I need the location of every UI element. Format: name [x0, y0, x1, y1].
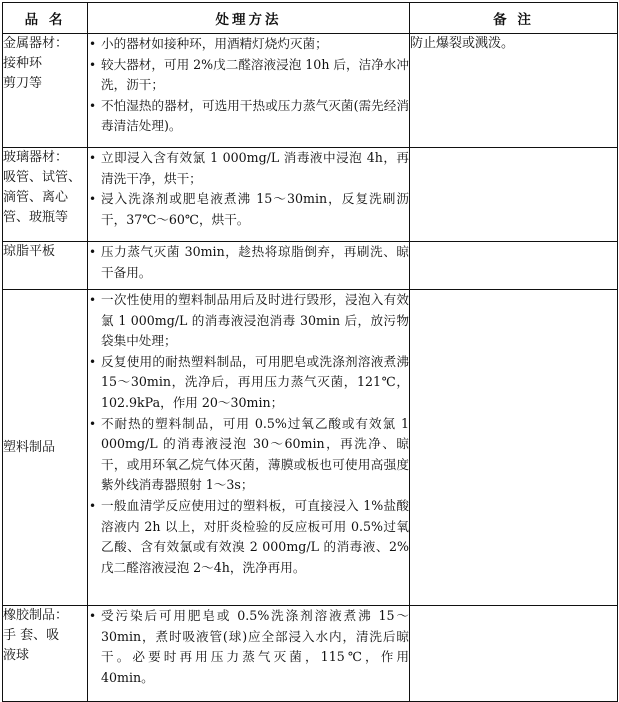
list-item: • 压力蒸气灭菌 30min，趁热将琼脂倒弃，再刷洗、晾干备用。: [88, 242, 409, 283]
method-list: [88, 148, 409, 230]
list-item: • 较大器材，可用 2%戊二醛溶液浸泡 10h 后，洁净水冲洗，沥干；: [88, 55, 409, 96]
item-name: 金属器材： 接种环 剪刀等: [3, 34, 88, 148]
list-item: • 小的器材如接种环，用酒精灯烧灼灭菌；: [88, 34, 409, 55]
method-cell: [88, 148, 410, 242]
list-item: • 浸入洗涤剂或肥皂液煮沸 15～30min，反复洗刷沥干，37℃～60℃，烘干。: [88, 189, 409, 230]
header-row: [3, 3, 618, 34]
method-list: [88, 606, 409, 688]
table-row: [3, 34, 618, 148]
method-cell: [88, 242, 410, 290]
list-item: • 立即浸入含有效氯 1 000mg/L 消毒液中浸泡 4h，再清洗干净，烘干；: [88, 148, 409, 189]
method-list: [88, 242, 409, 283]
table-row: [3, 606, 618, 702]
method-cell: [88, 606, 410, 702]
list-item: • 反复使用的耐热塑料制品，可用肥皂或洗涤剂溶液煮沸 15～30min，洗净后，再用压力蒸气灭菌，121℃，102.9kPa，作用 20～30min；: [88, 352, 409, 414]
disinfection-table: [2, 2, 618, 702]
item-name: 琼脂平板: [3, 242, 88, 290]
method-cell: [88, 34, 410, 148]
note-cell: [410, 148, 618, 242]
method-list: [88, 34, 409, 137]
note-cell: [410, 606, 618, 702]
list-item: • 不耐热的塑料制品，可用 0.5%过氧乙酸或有效氯 1 000mg/L 的消毒液浸泡 30～60min，再洗净、晾干，或用环氧乙烷气体灭菌，薄膜或板也可使用高强度紫外线消毒器照射 1～3s；: [88, 414, 409, 496]
table-row: [3, 148, 618, 242]
note-cell: [410, 242, 618, 290]
header-method: 处理方法: [88, 3, 410, 34]
item-name: 橡胶制品： 手 套、吸 液球: [3, 606, 88, 702]
item-name: 玻璃器材： 吸管、试管、 滴管、离心 管、玻瓶等: [3, 148, 88, 242]
note-cell: [410, 290, 618, 606]
method-cell: [88, 290, 410, 606]
list-item: • 受污染后可用肥皂或 0.5%洗涤剂溶液煮沸 15～30min，煮时吸液管(球)应全部浸入水内，清洗后晾干。必要时再用压力蒸气灭菌，115℃，作用 40min。: [88, 606, 409, 688]
header-item-name: 品 名: [3, 3, 88, 34]
header-note: 备 注: [410, 3, 618, 34]
item-name: 塑料制品: [3, 290, 88, 606]
list-item: • 一次性使用的塑料制品用后及时进行毁形，浸泡入有效氯 1 000mg/L 的消毒液浸泡消毒 30min 后，放污物袋集中处理；: [88, 290, 409, 352]
list-item: • 一般血清学反应使用过的塑料板，可直接浸入 1%盐酸溶液内 2h 以上，对肝炎检验的反应板可用 0.5%过氧乙酸、含有效氯或有效溴 2 000mg/L 的消毒液、2%戊二醛溶液浸泡 2～4h，洗净再用。: [88, 496, 409, 578]
table-row: [3, 290, 618, 606]
table-row: [3, 242, 618, 290]
list-item: • 不怕湿热的器材，可选用干热或压力蒸气灭菌(需先经消毒清洁处理)。: [88, 96, 409, 137]
note-cell: 防止爆裂或溅泼。: [410, 34, 618, 148]
method-list: [88, 290, 409, 578]
